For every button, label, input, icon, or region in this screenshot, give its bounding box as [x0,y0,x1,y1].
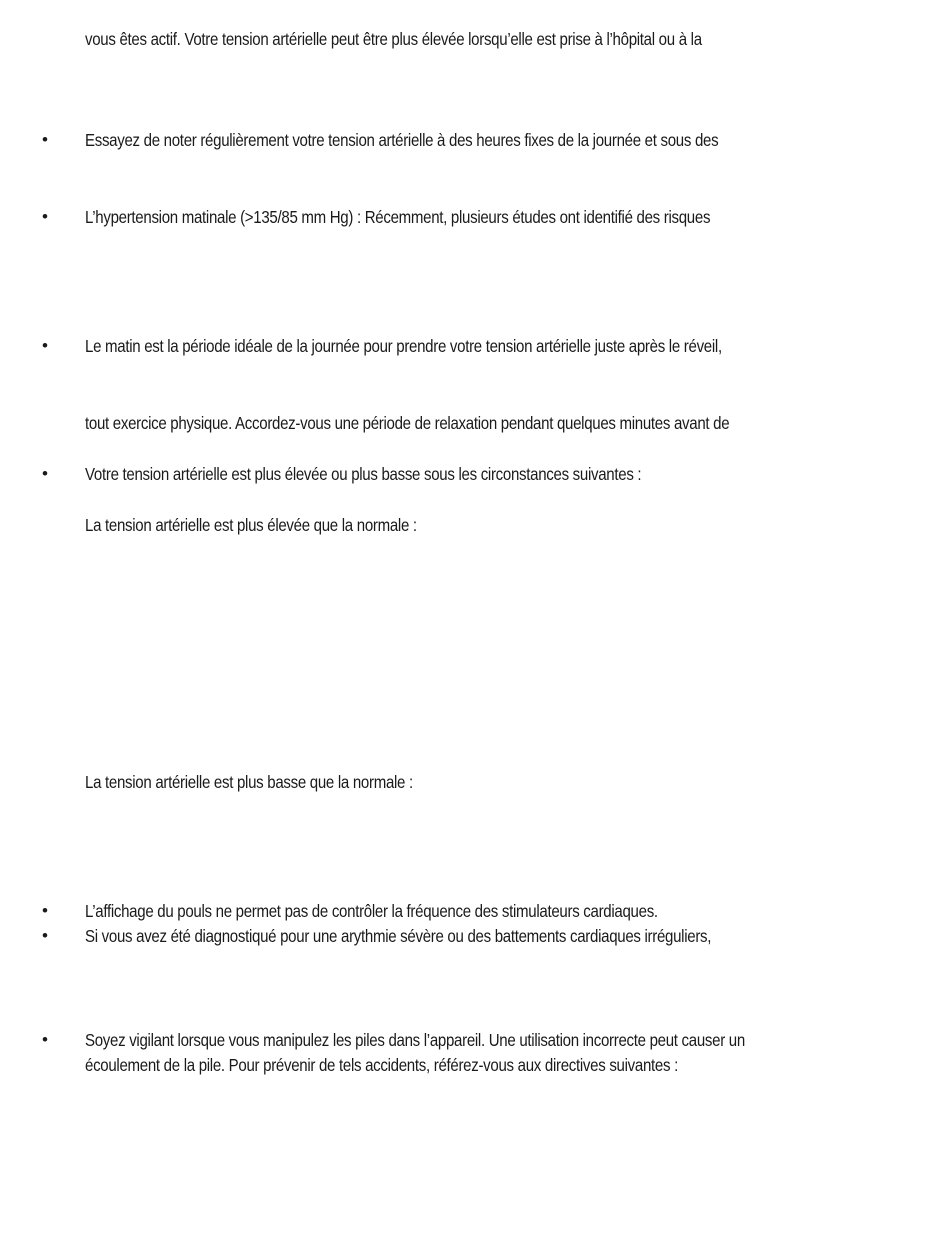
bullet-1: • [42,130,48,149]
text-line-3: L’hypertension matinale (>135/85 mm Hg) : Récemment, plusieurs études ont identifié des risques [85,207,711,227]
text-line-8: La tension artérielle est plus basse que la normale : [85,772,413,792]
bullet-6: • [42,926,48,945]
text-line-7: La tension artérielle est plus élevée que la normale : [85,515,417,535]
text-line-2: Essayez de noter régulièrement votre tension artérielle à des heures fixes de la journée et sous des [85,130,719,150]
bullet-4: • [42,464,48,483]
bullet-7: • [42,1030,48,1049]
text-line-12: écoulement de la pile. Pour prévenir de tels accidents, référez-vous aux directives suivantes : [85,1055,678,1075]
text-line-5: tout exercice physique. Accordez-vous une période de relaxation pendant quelques minutes avant de [85,413,730,433]
text-line-9: L’affichage du pouls ne permet pas de contrôler la fréquence des stimulateurs cardiaques. [85,901,658,921]
text-line-1: vous êtes actif. Votre tension artérielle peut être plus élevée lorsqu’elle est prise à l’hôpital ou à la [85,29,702,49]
bullet-2: • [42,207,48,226]
text-line-10: Si vous avez été diagnostiqué pour une arythmie sévère ou des battements cardiaques irréguliers, [85,926,712,946]
text-line-4: Le matin est la période idéale de la journée pour prendre votre tension artérielle juste après le réveil, [85,336,722,356]
bullet-5: • [42,901,48,920]
text-line-6: Votre tension artérielle est plus élevée ou plus basse sous les circonstances suivantes : [85,464,642,484]
bullet-3: • [42,336,48,355]
text-line-11: Soyez vigilant lorsque vous manipulez les piles dans l’appareil. Une utilisation incorrecte peut causer un [85,1030,745,1050]
